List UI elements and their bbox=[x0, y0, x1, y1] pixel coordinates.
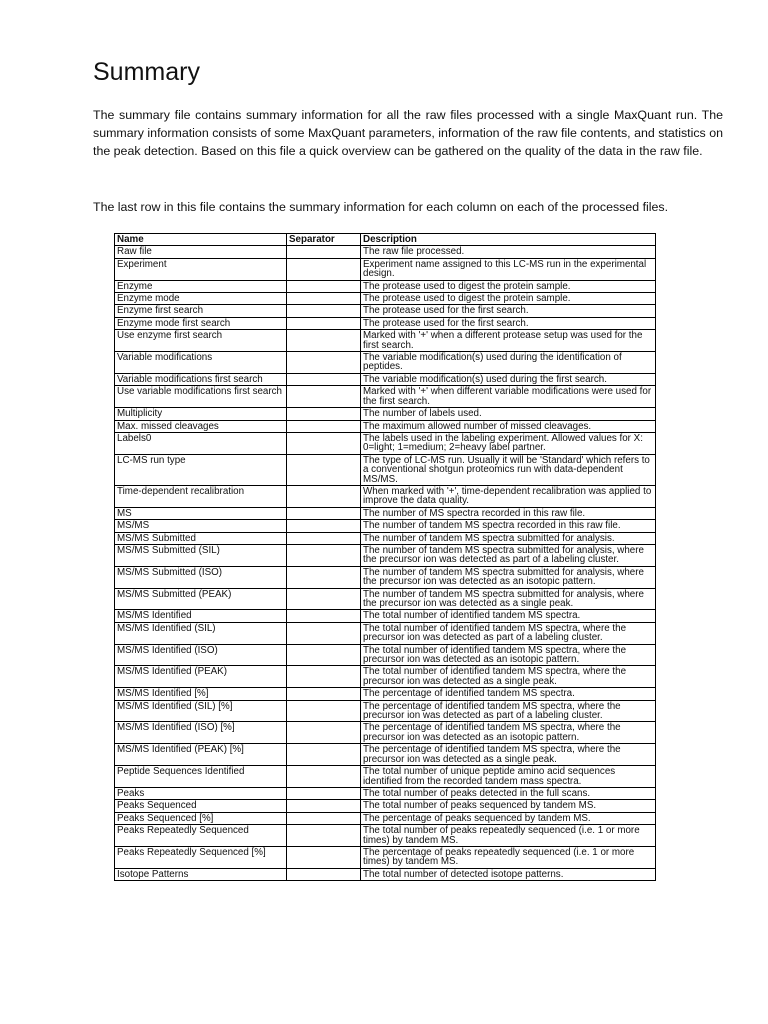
table-row bbox=[115, 644, 656, 666]
cell-separator bbox=[287, 293, 361, 305]
table-row bbox=[115, 688, 656, 700]
cell-name: Raw file bbox=[115, 246, 287, 258]
cell-name: MS/MS Submitted bbox=[115, 532, 287, 544]
cell-separator bbox=[287, 588, 361, 610]
table-row bbox=[115, 246, 656, 258]
cell-name: Peaks Repeatedly Sequenced bbox=[115, 825, 287, 847]
table-row bbox=[115, 485, 656, 507]
cell-name: MS/MS Submitted (SIL) bbox=[115, 544, 287, 566]
page-title: Summary bbox=[93, 58, 200, 86]
cell-description: The total number of peaks detected in the full scans. bbox=[361, 787, 656, 799]
cell-separator bbox=[287, 507, 361, 519]
cell-name: MS/MS Identified (SIL) bbox=[115, 622, 287, 644]
table-row bbox=[115, 454, 656, 485]
table-row bbox=[115, 744, 656, 766]
table-body bbox=[115, 246, 656, 881]
table-row bbox=[115, 800, 656, 812]
table-row bbox=[115, 507, 656, 519]
table-row bbox=[115, 420, 656, 432]
cell-description: The type of LC-MS run. Usually it will be 'Standard' which refers to a conventional shotgun proteomics run with data-dependent MS/MS. bbox=[361, 454, 656, 485]
table-row bbox=[115, 825, 656, 847]
cell-description: The percentage of peaks sequenced by tandem MS. bbox=[361, 812, 656, 824]
cell-description: The total number of unique peptide amino acid sequences identified from the recorded tandem mass spectra. bbox=[361, 766, 656, 788]
cell-description: The labels used in the labeling experiment. Allowed values for X: 0=light; 1=medium; 2=heavy label partner. bbox=[361, 432, 656, 454]
table-row bbox=[115, 812, 656, 824]
cell-description: Marked with '+' when different variable modifications were used for the first search. bbox=[361, 386, 656, 408]
cell-description: The total number of identified tandem MS spectra, where the precursor ion was detected as an isotopic pattern. bbox=[361, 644, 656, 666]
table-row bbox=[115, 532, 656, 544]
cell-separator bbox=[287, 846, 361, 868]
cell-name: Labels0 bbox=[115, 432, 287, 454]
table-row bbox=[115, 432, 656, 454]
cell-separator bbox=[287, 408, 361, 420]
table-row bbox=[115, 352, 656, 374]
table-row bbox=[115, 544, 656, 566]
cell-separator bbox=[287, 330, 361, 352]
cell-separator bbox=[287, 280, 361, 292]
cell-description: The variable modification(s) used during the first search. bbox=[361, 373, 656, 385]
cell-description: The protease used for the first search. bbox=[361, 317, 656, 329]
summary-columns-table bbox=[114, 233, 656, 881]
cell-description: The number of tandem MS spectra submitted for analysis, where the precursor ion was detected as an isotopic pattern. bbox=[361, 566, 656, 588]
cell-description: The number of MS spectra recorded in this raw file. bbox=[361, 507, 656, 519]
cell-description: The percentage of identified tandem MS spectra. bbox=[361, 688, 656, 700]
cell-description: The total number of peaks repeatedly sequenced (i.e. 1 or more times) by tandem MS. bbox=[361, 825, 656, 847]
cell-description: The total number of identified tandem MS spectra. bbox=[361, 610, 656, 622]
cell-separator bbox=[287, 246, 361, 258]
cell-name: Peaks Sequenced bbox=[115, 800, 287, 812]
cell-separator bbox=[287, 258, 361, 280]
cell-separator bbox=[287, 610, 361, 622]
table-row bbox=[115, 330, 656, 352]
cell-separator bbox=[287, 386, 361, 408]
cell-separator bbox=[287, 744, 361, 766]
table-row bbox=[115, 305, 656, 317]
cell-name: Peaks Repeatedly Sequenced [%] bbox=[115, 846, 287, 868]
cell-name: MS/MS Identified (SIL) [%] bbox=[115, 700, 287, 722]
cell-separator bbox=[287, 317, 361, 329]
cell-name: MS/MS Submitted (ISO) bbox=[115, 566, 287, 588]
cell-name: Use enzyme first search bbox=[115, 330, 287, 352]
table-row bbox=[115, 666, 656, 688]
note-paragraph: The last row in this file contains the summary information for each column on each of the processed files. bbox=[93, 200, 669, 214]
cell-name: MS bbox=[115, 507, 287, 519]
table-row bbox=[115, 722, 656, 744]
table-row bbox=[115, 610, 656, 622]
cell-separator bbox=[287, 373, 361, 385]
intro-paragraph: The summary file contains summary information for all the raw files processed with a single MaxQuant run. The summary information consists of some MaxQuant parameters, information of the raw file contents, and statistics on the peak detection. Based on this file a quick overview can be gathered on the quality of the data in the raw file. bbox=[93, 108, 723, 159]
cell-separator bbox=[287, 544, 361, 566]
cell-separator bbox=[287, 700, 361, 722]
cell-description: The total number of identified tandem MS spectra, where the precursor ion was detected as part of a labeling cluster. bbox=[361, 622, 656, 644]
cell-name: LC-MS run type bbox=[115, 454, 287, 485]
cell-separator bbox=[287, 622, 361, 644]
cell-name: Experiment bbox=[115, 258, 287, 280]
table-row bbox=[115, 622, 656, 644]
cell-separator bbox=[287, 722, 361, 744]
cell-description: Marked with '+' when a different protease setup was used for the first search. bbox=[361, 330, 656, 352]
cell-name: MS/MS Identified [%] bbox=[115, 688, 287, 700]
table-row bbox=[115, 520, 656, 532]
cell-separator bbox=[287, 352, 361, 374]
cell-name: MS/MS bbox=[115, 520, 287, 532]
cell-description: The variable modification(s) used during the identification of peptides. bbox=[361, 352, 656, 374]
cell-separator bbox=[287, 644, 361, 666]
cell-description: The number of tandem MS spectra submitted for analysis, where the precursor ion was detected as a single peak. bbox=[361, 588, 656, 610]
cell-name: Max. missed cleavages bbox=[115, 420, 287, 432]
cell-name: MS/MS Identified (ISO) bbox=[115, 644, 287, 666]
cell-description: The percentage of identified tandem MS spectra, where the precursor ion was detected as an isotopic pattern. bbox=[361, 722, 656, 744]
header-description: Description bbox=[361, 234, 656, 246]
cell-separator bbox=[287, 532, 361, 544]
cell-description: The number of tandem MS spectra submitted for analysis. bbox=[361, 532, 656, 544]
cell-separator bbox=[287, 766, 361, 788]
cell-separator bbox=[287, 868, 361, 880]
table-row bbox=[115, 846, 656, 868]
cell-name: Isotope Patterns bbox=[115, 868, 287, 880]
cell-description: Experiment name assigned to this LC-MS run in the experimental design. bbox=[361, 258, 656, 280]
cell-name: Time-dependent recalibration bbox=[115, 485, 287, 507]
table-row bbox=[115, 700, 656, 722]
table-row bbox=[115, 373, 656, 385]
cell-name: Use variable modifications first search bbox=[115, 386, 287, 408]
cell-description: The protease used for the first search. bbox=[361, 305, 656, 317]
cell-name: Enzyme mode first search bbox=[115, 317, 287, 329]
cell-name: Variable modifications bbox=[115, 352, 287, 374]
table-row bbox=[115, 293, 656, 305]
table-row bbox=[115, 317, 656, 329]
cell-name: Peptide Sequences Identified bbox=[115, 766, 287, 788]
cell-description: The total number of identified tandem MS spectra, where the precursor ion was detected as a single peak. bbox=[361, 666, 656, 688]
cell-separator bbox=[287, 688, 361, 700]
cell-description: The protease used to digest the protein sample. bbox=[361, 293, 656, 305]
cell-separator bbox=[287, 520, 361, 532]
cell-description: The number of tandem MS spectra submitted for analysis, where the precursor ion was detected as part of a labeling cluster. bbox=[361, 544, 656, 566]
cell-name: Multiplicity bbox=[115, 408, 287, 420]
table-row bbox=[115, 588, 656, 610]
cell-name: Enzyme first search bbox=[115, 305, 287, 317]
cell-name: Enzyme mode bbox=[115, 293, 287, 305]
table-row bbox=[115, 258, 656, 280]
cell-description: The total number of peaks sequenced by tandem MS. bbox=[361, 800, 656, 812]
cell-description: When marked with '+', time-dependent recalibration was applied to improve the data quality. bbox=[361, 485, 656, 507]
cell-separator bbox=[287, 666, 361, 688]
cell-description: The maximum allowed number of missed cleavages. bbox=[361, 420, 656, 432]
cell-description: The percentage of peaks repeatedly sequenced (i.e. 1 or more times) by tandem MS. bbox=[361, 846, 656, 868]
cell-description: The percentage of identified tandem MS spectra, where the precursor ion was detected as a single peak. bbox=[361, 744, 656, 766]
table-header-row bbox=[115, 234, 656, 246]
cell-description: The total number of detected isotope patterns. bbox=[361, 868, 656, 880]
cell-description: The number of labels used. bbox=[361, 408, 656, 420]
cell-name: MS/MS Submitted (PEAK) bbox=[115, 588, 287, 610]
cell-name: MS/MS Identified (PEAK) bbox=[115, 666, 287, 688]
cell-separator bbox=[287, 454, 361, 485]
cell-separator bbox=[287, 485, 361, 507]
cell-separator bbox=[287, 787, 361, 799]
cell-description: The protease used to digest the protein sample. bbox=[361, 280, 656, 292]
cell-separator bbox=[287, 825, 361, 847]
table-row bbox=[115, 408, 656, 420]
header-separator: Separator bbox=[287, 234, 361, 246]
cell-name: MS/MS Identified bbox=[115, 610, 287, 622]
cell-separator bbox=[287, 800, 361, 812]
cell-description: The percentage of identified tandem MS spectra, where the precursor ion was detected as part of a labeling cluster. bbox=[361, 700, 656, 722]
cell-description: The raw file processed. bbox=[361, 246, 656, 258]
table-row bbox=[115, 787, 656, 799]
cell-separator bbox=[287, 420, 361, 432]
cell-name: MS/MS Identified (ISO) [%] bbox=[115, 722, 287, 744]
cell-separator bbox=[287, 305, 361, 317]
cell-separator bbox=[287, 432, 361, 454]
cell-separator bbox=[287, 812, 361, 824]
cell-separator bbox=[287, 566, 361, 588]
cell-name: Peaks bbox=[115, 787, 287, 799]
table-row bbox=[115, 868, 656, 880]
header-name: Name bbox=[115, 234, 287, 246]
table-row bbox=[115, 280, 656, 292]
cell-name: Enzyme bbox=[115, 280, 287, 292]
table-row bbox=[115, 386, 656, 408]
cell-description: The number of tandem MS spectra recorded in this raw file. bbox=[361, 520, 656, 532]
cell-name: Variable modifications first search bbox=[115, 373, 287, 385]
table-row bbox=[115, 766, 656, 788]
cell-name: Peaks Sequenced [%] bbox=[115, 812, 287, 824]
table-row bbox=[115, 566, 656, 588]
cell-name: MS/MS Identified (PEAK) [%] bbox=[115, 744, 287, 766]
